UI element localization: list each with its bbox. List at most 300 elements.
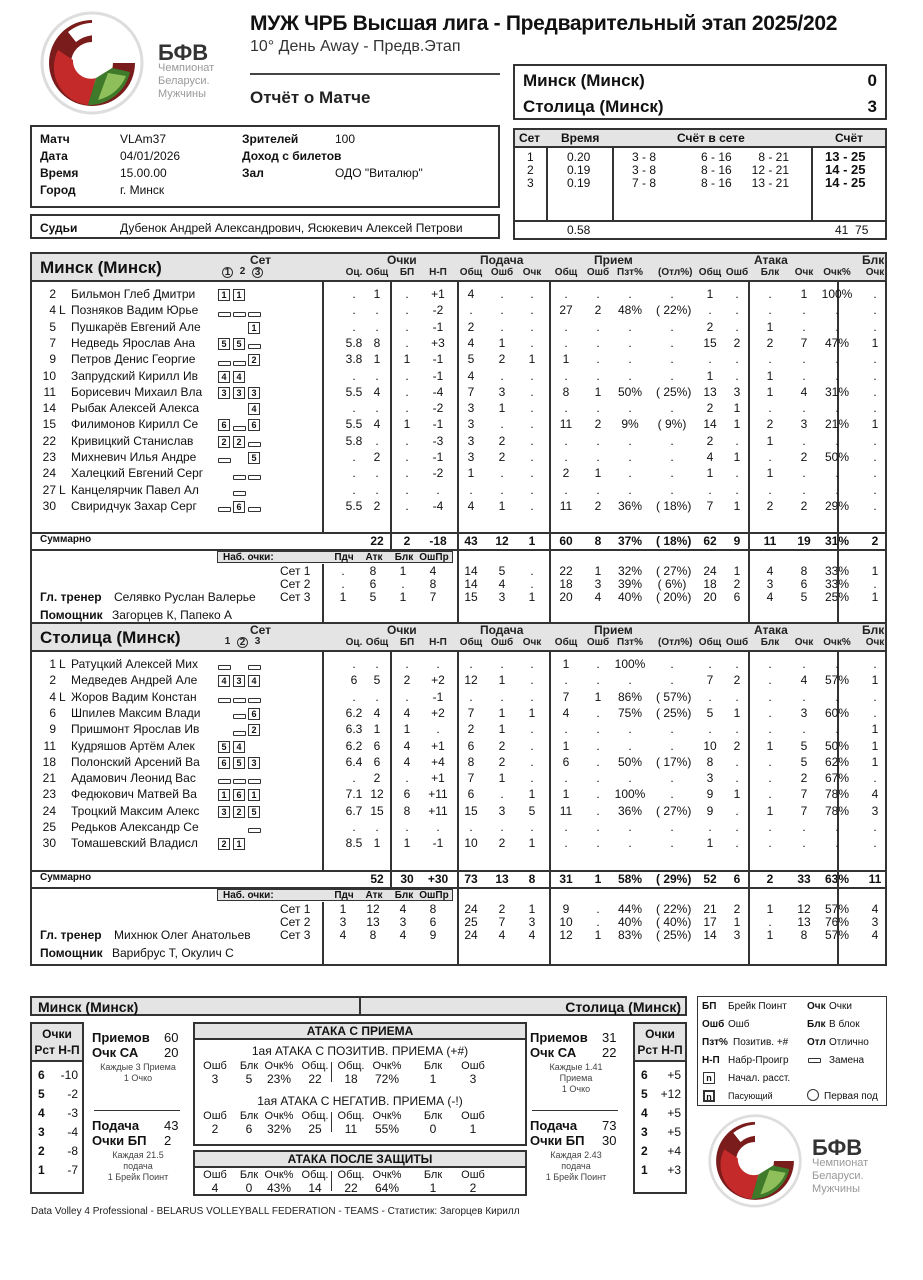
- stat-cell: 1: [562, 787, 570, 802]
- stat-value: 11: [344, 1122, 358, 1136]
- start-position-box: 4: [218, 673, 230, 687]
- stat-cell: -1: [432, 836, 444, 851]
- serve-count: 73: [602, 1118, 617, 1133]
- stat-cell: -2: [432, 401, 444, 416]
- stat-cell: .: [708, 352, 712, 367]
- stat-cell: ( 9%): [657, 417, 687, 432]
- set-label: Сет 3: [280, 927, 311, 942]
- reception-count: 60: [164, 1030, 179, 1045]
- stat-cell: 1: [467, 466, 475, 481]
- stat-cell: .: [628, 450, 632, 464]
- nab-cell: 4: [399, 927, 407, 942]
- stat-cell: +11: [428, 787, 448, 802]
- stat-cell: .: [873, 319, 877, 334]
- col-group-set: Сет: [250, 623, 272, 637]
- stat-cell: 2: [467, 319, 475, 334]
- stat-cell: 1: [528, 705, 536, 720]
- stat-cell: -2: [432, 303, 444, 318]
- stat-cell: 100%: [821, 287, 853, 301]
- stat-cell: .: [500, 482, 504, 497]
- start-position-box: 5: [218, 739, 230, 753]
- ratio-note: Каждая 2.43: [550, 1150, 602, 1160]
- player-row: [32, 803, 885, 819]
- set-stat-cell: 39%: [617, 577, 643, 592]
- set-number: 1: [224, 636, 231, 647]
- rotation-number: 6: [641, 1068, 648, 1082]
- stat-cell: .: [708, 820, 712, 834]
- stat-cell: .: [500, 303, 504, 318]
- player-number: 23: [42, 787, 56, 802]
- rating: .: [352, 820, 356, 834]
- assistant-names: Загорцев К, Папеко А: [112, 608, 233, 623]
- player-row: [32, 770, 885, 786]
- rotation-number: 5: [641, 1087, 648, 1101]
- stat-cell: 1: [766, 319, 774, 334]
- stat-col-header: Блк: [423, 1169, 443, 1181]
- stat-cell: .: [564, 673, 568, 688]
- stat-cell: .: [735, 368, 739, 383]
- score-row-home: [515, 68, 885, 94]
- col-header-err: Ошб: [586, 637, 610, 648]
- stat-col-header: Ошб: [461, 1060, 485, 1072]
- sets-header: [515, 130, 885, 148]
- set-stat-cell: 1: [594, 927, 602, 942]
- reception-label: Приемов: [92, 1030, 150, 1045]
- attack-reception-title: АТАКА С ПРИЕМА: [195, 1024, 525, 1040]
- nab-col-header: Пдч: [334, 552, 354, 564]
- stat-cell: 6: [467, 738, 475, 753]
- stat-value: 1: [469, 1122, 477, 1136]
- stat-cell: 2: [498, 433, 506, 448]
- rotation-np: +3: [667, 1163, 681, 1177]
- stat-cell: .: [670, 287, 674, 301]
- stat-value: 14: [308, 1181, 322, 1195]
- stat-cell: .: [835, 368, 839, 383]
- set-stat-cell: 1: [733, 914, 741, 929]
- set-stat-cell: 10: [559, 914, 573, 929]
- player-name: Халецкий Евгений Серг: [71, 466, 204, 481]
- away-team-name: Столица (Минск): [523, 97, 664, 116]
- start-position-box: 1: [233, 836, 245, 850]
- stat-cell: .: [768, 657, 772, 671]
- ratio-note: 1 Брейк Поинт: [545, 1172, 607, 1182]
- stat-cell: 1: [733, 787, 741, 802]
- stat-cell: .: [530, 820, 534, 834]
- set-stat-cell: 20: [703, 590, 717, 605]
- start-position-box: 1: [248, 787, 260, 801]
- stat-col-header: Блк: [239, 1060, 259, 1072]
- stat-cell: .: [530, 335, 534, 350]
- rating: .: [352, 689, 356, 704]
- divider: [331, 1062, 332, 1082]
- stat-cell: 4: [373, 705, 381, 720]
- total-cell: 31: [559, 871, 573, 886]
- stat-cell: 21%: [824, 417, 850, 432]
- stat-cell: .: [405, 335, 409, 350]
- stat-cell: .: [596, 450, 600, 464]
- stat-cell: 1: [871, 738, 879, 753]
- stat-cell: 7: [800, 803, 808, 818]
- set-stat-cell: 33%: [824, 564, 850, 579]
- stat-cell: .: [596, 705, 600, 720]
- stat-cell: 1: [562, 657, 570, 671]
- set-stat-cell: 3: [766, 577, 774, 592]
- stat-cell: 12: [370, 787, 384, 802]
- stat-cell: .: [628, 335, 632, 350]
- set-duration: 0.20: [567, 150, 591, 164]
- ratio-note: Каждые 1.41: [549, 1062, 603, 1072]
- coach-label: Гл. тренер: [40, 590, 102, 605]
- libero-marker: L: [59, 482, 66, 497]
- set-stat-cell: 20: [559, 590, 573, 605]
- stat-cell: .: [768, 482, 772, 497]
- player-row: [32, 672, 885, 688]
- nab-label: Наб. очки:: [223, 889, 274, 901]
- stat-cell: .: [873, 433, 877, 448]
- nab-cell: 9: [429, 927, 437, 942]
- stat-cell: .: [670, 482, 674, 497]
- home-team-stats: [30, 252, 887, 628]
- match-code: VLAm37: [120, 132, 167, 146]
- start-position-box: 6: [233, 499, 245, 513]
- start-position-box: 3: [233, 673, 245, 687]
- stat-cell: 1: [594, 384, 602, 399]
- set-stat-cell: .: [596, 901, 600, 916]
- nab-cell: .: [401, 577, 405, 592]
- stat-cell: .: [530, 368, 534, 383]
- legend-value: Ошб: [728, 1019, 750, 1030]
- stat-cell: ( 27%): [656, 803, 692, 818]
- away-team-stats: [30, 622, 887, 966]
- stat-cell: .: [873, 820, 877, 834]
- stat-cell: +1: [431, 771, 445, 786]
- stat-cell: .: [530, 466, 534, 481]
- stat-cell: .: [708, 689, 712, 704]
- stat-col-header: Ошб: [461, 1110, 485, 1122]
- legend-key: Блк: [807, 1019, 826, 1030]
- stat-cell: .: [564, 335, 568, 350]
- stat-cell: 1: [594, 689, 602, 704]
- set-stat-cell: 4: [498, 577, 506, 592]
- set-stat-cell: ( 40%): [656, 914, 692, 929]
- match-label: Матч: [40, 132, 70, 146]
- stat-cell: .: [564, 433, 568, 448]
- total-cell: 37%: [617, 534, 643, 549]
- stat-cell: .: [735, 689, 739, 704]
- partial-score: 3 - 8: [632, 150, 657, 164]
- stat-cell: 8: [706, 754, 714, 769]
- total-cell: 2: [871, 534, 879, 549]
- nab-cell: 4: [399, 901, 407, 916]
- divider: [748, 870, 750, 887]
- legend-value: Начал. расст.: [728, 1073, 791, 1084]
- set-score: 13 - 25: [825, 149, 866, 164]
- nab-col-header: Атк: [365, 552, 383, 564]
- set-label: Сет 1: [280, 901, 311, 916]
- reception-count: 31: [602, 1030, 617, 1045]
- stat-cell: .: [670, 352, 674, 367]
- stat-cell: .: [564, 771, 568, 786]
- player-name: Редьков Александр Се: [71, 820, 199, 834]
- stat-cell: .: [564, 482, 568, 497]
- divider: [94, 1110, 180, 1111]
- stat-cell: 7: [706, 498, 714, 513]
- first-serve-set-number: 1: [222, 267, 233, 278]
- stat-cell: .: [405, 401, 409, 416]
- divider: [515, 220, 885, 222]
- set-stat-cell: 2: [733, 577, 741, 592]
- start-position-box: 6: [248, 706, 260, 720]
- stat-cell: 11: [559, 417, 573, 432]
- stat-cell: .: [670, 771, 674, 786]
- referees-names: Дубенок Андрей Александрович, Ясюкевич Алексей Петрови: [120, 221, 463, 235]
- stat-cell: .: [405, 368, 409, 383]
- player-name: Пришмонт Ярослав Ив: [71, 722, 200, 737]
- stat-cell: .: [530, 417, 534, 432]
- set-stat-cell: 6: [733, 590, 741, 605]
- set-number: 3: [527, 176, 534, 190]
- match-info-box: [30, 125, 500, 208]
- stat-cell: .: [596, 368, 600, 383]
- player-row: [32, 335, 885, 351]
- set-stat-cell: 24: [464, 927, 478, 942]
- reception-label: Приемов: [530, 1030, 588, 1045]
- stat-cell: 4: [467, 498, 475, 513]
- stat-cell: 5: [800, 738, 808, 753]
- partial-score: 7 - 8: [632, 176, 657, 190]
- income-label: Доход с билетов: [242, 149, 342, 163]
- divider: [837, 887, 839, 964]
- sideout-points: 22: [602, 1045, 617, 1060]
- stat-cell: 1: [871, 335, 879, 350]
- set-stat-cell: 22: [559, 564, 573, 579]
- start-position-box: 6: [218, 755, 230, 769]
- bfv-logo-icon: [705, 1113, 805, 1208]
- bp-label: Очки БП: [530, 1133, 585, 1148]
- assistant-names: Варибрус Т, Окулич С: [112, 945, 234, 960]
- rotation-header: [32, 1024, 82, 1062]
- stat-cell: 1: [766, 368, 774, 383]
- stat-cell: 1: [403, 722, 411, 737]
- stat-cell: .: [802, 401, 806, 416]
- start-position-box: 2: [248, 352, 260, 366]
- stat-cell: .: [530, 287, 534, 301]
- stat-cell: 2: [594, 417, 602, 432]
- stat-cell: 3: [800, 417, 808, 432]
- nab-cell: 3: [399, 914, 407, 929]
- stat-cell: .: [628, 433, 632, 448]
- stat-cell: .: [670, 657, 674, 671]
- stat-cell: 6: [467, 787, 475, 802]
- stat-col-header: Ошб: [203, 1060, 227, 1072]
- substitution-icon: [248, 502, 261, 516]
- hall-label: Зал: [242, 166, 264, 180]
- nab-cell: 1: [399, 590, 407, 605]
- col-group-points: Очки: [387, 623, 417, 637]
- stat-col-header: Общ.: [337, 1169, 365, 1181]
- stat-cell: .: [500, 820, 504, 834]
- divider: [811, 148, 813, 220]
- set-stat-cell: 4: [528, 927, 536, 942]
- set-score: 14 - 25: [825, 175, 866, 190]
- set-stat-cell: 4: [871, 927, 879, 942]
- divider: [457, 532, 459, 549]
- bp-points: 2: [164, 1133, 172, 1148]
- player-number: 5: [49, 319, 56, 334]
- stat-cell: .: [436, 820, 440, 834]
- nab-cell: 8: [369, 564, 377, 579]
- set-stat-cell: ( 6%): [657, 577, 687, 592]
- nab-cell: 8: [429, 901, 437, 916]
- player-name: Кудряшов Артём Алек: [71, 738, 195, 753]
- hall-name: ОДО "Виталюр": [335, 166, 423, 180]
- stat-cell: .: [802, 352, 806, 367]
- stat-cell: 1: [766, 433, 774, 448]
- sets-score-box: [513, 128, 887, 240]
- stat-cell: .: [735, 657, 739, 671]
- stat-cell: .: [405, 450, 409, 464]
- total-cell: 2: [766, 871, 774, 886]
- start-position-box: 2: [218, 434, 230, 448]
- stat-cell: 1: [528, 352, 536, 367]
- stat-cell: 6: [373, 754, 381, 769]
- total-points: 41 75: [835, 223, 869, 237]
- stat-value: 55%: [374, 1122, 400, 1136]
- stat-cell: 47%: [824, 335, 850, 350]
- set-stat-cell: ( 25%): [656, 927, 692, 942]
- stat-cell: 4: [800, 673, 808, 688]
- stat-cell: 1: [373, 836, 381, 851]
- col-header-err: Ошб: [725, 637, 749, 648]
- stat-cell: 8: [562, 384, 570, 399]
- rot-col: Рст: [34, 1043, 55, 1057]
- stat-value: 0: [245, 1181, 253, 1195]
- stat-cell: .: [530, 754, 534, 769]
- stat-cell: .: [500, 657, 504, 671]
- first-serve-set-number: 3: [252, 267, 263, 278]
- col-header-tot: Общ: [698, 267, 722, 278]
- stat-cell: 2: [562, 466, 570, 481]
- stat-cell: 6: [373, 738, 381, 753]
- stat-cell: .: [596, 482, 600, 497]
- col-group-block: Блк: [862, 253, 885, 267]
- bfv-logo-bottom: [705, 1113, 805, 1208]
- stat-cell: .: [802, 319, 806, 334]
- stat-cell: 67%: [824, 771, 850, 786]
- rotation-np: -4: [67, 1125, 78, 1139]
- player-row: [32, 302, 885, 318]
- total-cell: +30: [427, 871, 449, 886]
- set-label: Сет 2: [280, 914, 311, 929]
- legend-value: Брейк Поинт: [728, 1001, 787, 1012]
- stat-cell: 6: [403, 787, 411, 802]
- stat-cell: 5: [467, 352, 475, 367]
- set-stat-cell: 33%: [824, 577, 850, 592]
- stat-cell: 1: [766, 803, 774, 818]
- rotation-header: [635, 1024, 685, 1062]
- player-number: 4: [49, 303, 56, 318]
- player-number: 6: [49, 705, 56, 720]
- stat-cell: .: [628, 820, 632, 834]
- stat-value: 1: [429, 1072, 437, 1086]
- total-cell: 52: [370, 871, 384, 886]
- first-serve-set-number: 2: [237, 637, 248, 648]
- stat-cell: .: [564, 836, 568, 851]
- rating: .: [352, 287, 356, 301]
- stat-col-header: Очк%: [372, 1060, 402, 1072]
- player-number: 10: [42, 368, 56, 383]
- stat-cell: 7: [467, 705, 475, 720]
- col-group-serve: Подача: [480, 253, 524, 267]
- stat-cell: -2: [432, 466, 444, 481]
- start-position-box: 3: [233, 385, 245, 399]
- start-position-box: 4: [248, 673, 260, 687]
- stat-cell: 2: [373, 450, 381, 464]
- section-title: 1ая АТАКА С ПОЗИТИВ. ПРИЕМА (+#): [251, 1044, 469, 1058]
- stat-cell: 2: [594, 303, 602, 318]
- stat-cell: 5: [528, 803, 536, 818]
- nab-col-header: Блк: [394, 552, 414, 564]
- stat-cell: -4: [432, 498, 444, 513]
- player-number: 22: [42, 433, 56, 448]
- stat-cell: 2: [800, 450, 808, 464]
- divider: [331, 1171, 332, 1191]
- stat-cell: 4: [373, 384, 381, 399]
- player-name: Томашевский Владисл: [71, 836, 198, 851]
- set-stat-cell: .: [873, 577, 877, 592]
- divider: [549, 532, 551, 549]
- stat-cell: 3: [467, 417, 475, 432]
- stat-cell: .: [670, 368, 674, 383]
- stat-cell: .: [405, 319, 409, 334]
- rating: 5.8: [345, 433, 363, 448]
- total-cell: -18: [429, 534, 447, 549]
- legend-key: Н-П: [702, 1055, 720, 1066]
- stat-cell: .: [628, 771, 632, 786]
- nab-cell: 3: [339, 914, 347, 929]
- total-cell: 6: [733, 871, 741, 886]
- stat-cell: .: [670, 335, 674, 350]
- stat-cell: .: [873, 401, 877, 416]
- stat-cell: .: [628, 319, 632, 334]
- stat-cell: .: [530, 384, 534, 399]
- start-position-box: 6: [248, 417, 260, 431]
- stat-cell: .: [628, 482, 632, 497]
- partial-score: 8 - 16: [701, 163, 732, 177]
- stat-cell: .: [768, 352, 772, 367]
- stat-cell: .: [802, 433, 806, 448]
- stat-cell: 1: [706, 368, 714, 383]
- stat-cell: .: [768, 303, 772, 318]
- col-group-serve: Подача: [480, 623, 524, 637]
- divider: [457, 549, 459, 626]
- set-stat-cell: 21: [703, 901, 717, 916]
- stat-cell: 3: [800, 705, 808, 720]
- stat-cell: .: [670, 450, 674, 464]
- set-stat-cell: 5: [498, 564, 506, 579]
- start-position-box: 3: [218, 385, 230, 399]
- stat-cell: .: [564, 401, 568, 416]
- divider: [612, 148, 614, 220]
- rating: 6.3: [345, 722, 363, 737]
- player-name: Филимонов Кирилл Се: [71, 417, 199, 432]
- legend: [697, 996, 887, 1106]
- stat-cell: -1: [432, 368, 444, 383]
- rotation-np: +5: [667, 1125, 681, 1139]
- stat-col-header: Очк%: [264, 1169, 294, 1181]
- nab-cell: 6: [369, 577, 377, 592]
- rating: 6.2: [345, 705, 363, 720]
